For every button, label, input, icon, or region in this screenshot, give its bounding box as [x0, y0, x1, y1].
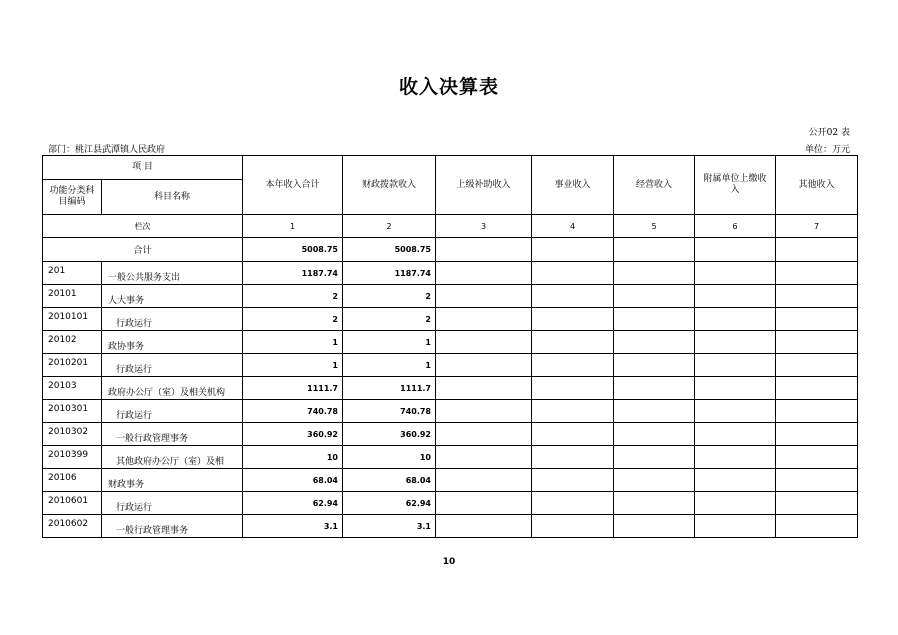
amount-cell: [695, 446, 776, 469]
amount-cell: [614, 308, 695, 331]
column-number-row: [43, 215, 858, 238]
amount-cell: [695, 423, 776, 446]
amount-cell: [532, 285, 614, 308]
amount-cell: [614, 262, 695, 285]
amount-cell: [776, 285, 858, 308]
column-header: 事业收入: [532, 156, 614, 215]
amount-cell: [532, 308, 614, 331]
column-header: 本年收入合计: [243, 156, 343, 215]
amount-cell: [776, 400, 858, 423]
function-code: 2010399: [43, 446, 102, 469]
amount-cell: [614, 331, 695, 354]
table-row: [43, 492, 858, 515]
amount-cell: [532, 262, 614, 285]
column-number: 7: [776, 215, 858, 238]
total-value: [436, 238, 532, 262]
amount-cell: [776, 423, 858, 446]
table-row: [43, 331, 858, 354]
total-row: [43, 238, 858, 262]
func-code-header: 功能分类科目编码: [43, 180, 102, 215]
table-row: [43, 354, 858, 377]
amount-cell: [532, 377, 614, 400]
table-row: [43, 423, 858, 446]
amount-cell: [436, 515, 532, 538]
column-number: 5: [614, 215, 695, 238]
table-row: [43, 446, 858, 469]
amount-cell: 1111.7: [343, 377, 436, 400]
total-value: [614, 238, 695, 262]
amount-cell: 1111.7: [243, 377, 343, 400]
column-number-label: 栏次: [43, 215, 243, 238]
amount-cell: 62.94: [343, 492, 436, 515]
amount-cell: [614, 285, 695, 308]
subject-name: 财政事务: [102, 469, 243, 492]
column-number: 2: [343, 215, 436, 238]
amount-cell: 360.92: [343, 423, 436, 446]
total-value: [695, 238, 776, 262]
amount-cell: [695, 469, 776, 492]
function-code: 20103: [43, 377, 102, 400]
column-header: 财政拨款收入: [343, 156, 436, 215]
amount-cell: [695, 354, 776, 377]
amount-cell: [776, 262, 858, 285]
unit-label: 单位：万元: [804, 145, 850, 155]
amount-cell: [532, 469, 614, 492]
amount-cell: 1: [243, 354, 343, 377]
subject-name: 行政运行: [102, 308, 243, 331]
table-row: [43, 262, 858, 285]
amount-cell: [776, 469, 858, 492]
function-code: 2010101: [43, 308, 102, 331]
amount-cell: [532, 446, 614, 469]
amount-cell: [532, 400, 614, 423]
amount-cell: [695, 262, 776, 285]
amount-cell: 1187.74: [343, 262, 436, 285]
amount-cell: 3.1: [243, 515, 343, 538]
amount-cell: 2: [243, 308, 343, 331]
amount-cell: [695, 331, 776, 354]
subject-name: 一般公共服务支出: [102, 262, 243, 285]
subject-name: 行政运行: [102, 400, 243, 423]
item-header: 项 目: [43, 156, 243, 180]
amount-cell: 10: [243, 446, 343, 469]
amount-cell: 62.94: [243, 492, 343, 515]
amount-cell: 740.78: [243, 400, 343, 423]
total-value: 5008.75: [243, 238, 343, 262]
subject-name: 人大事务: [102, 285, 243, 308]
function-code: 2010301: [43, 400, 102, 423]
amount-cell: [776, 331, 858, 354]
column-header: 上级补助收入: [436, 156, 532, 215]
function-code: 2010201: [43, 354, 102, 377]
amount-cell: [436, 331, 532, 354]
amount-cell: [532, 492, 614, 515]
amount-cell: [436, 262, 532, 285]
total-value: [776, 238, 858, 262]
function-code: 20101: [43, 285, 102, 308]
table-row: [43, 469, 858, 492]
amount-cell: 740.78: [343, 400, 436, 423]
amount-cell: [614, 423, 695, 446]
amount-cell: [436, 423, 532, 446]
function-code: 2010601: [43, 492, 102, 515]
amount-cell: 1: [343, 331, 436, 354]
column-header: 经营收入: [614, 156, 695, 215]
column-header: 附属单位上缴收入: [695, 156, 776, 215]
amount-cell: [436, 308, 532, 331]
amount-cell: [614, 400, 695, 423]
amount-cell: [695, 308, 776, 331]
amount-cell: [436, 469, 532, 492]
subject-name: 政协事务: [102, 331, 243, 354]
amount-cell: 1: [343, 354, 436, 377]
column-header: 其他收入: [776, 156, 858, 215]
column-number: 4: [532, 215, 614, 238]
amount-cell: 1: [243, 331, 343, 354]
amount-cell: 10: [343, 446, 436, 469]
form-number: 公开02 表: [808, 128, 850, 138]
amount-cell: 2: [343, 285, 436, 308]
amount-cell: [614, 515, 695, 538]
column-number: 3: [436, 215, 532, 238]
amount-cell: [614, 377, 695, 400]
column-number: 1: [243, 215, 343, 238]
amount-cell: 68.04: [343, 469, 436, 492]
amount-cell: [776, 515, 858, 538]
amount-cell: 2: [343, 308, 436, 331]
total-label: 合计: [43, 238, 243, 262]
amount-cell: [614, 469, 695, 492]
subject-name-header: 科目名称: [102, 180, 243, 215]
subject-name: 一般行政管理事务: [102, 515, 243, 538]
amount-cell: [436, 377, 532, 400]
table-row: [43, 377, 858, 400]
amount-cell: 68.04: [243, 469, 343, 492]
revenue-table: [42, 155, 858, 538]
total-value: 5008.75: [343, 238, 436, 262]
amount-cell: [695, 285, 776, 308]
function-code: 20106: [43, 469, 102, 492]
amount-cell: [436, 400, 532, 423]
function-code: 201: [43, 262, 102, 285]
amount-cell: [695, 515, 776, 538]
amount-cell: [532, 354, 614, 377]
amount-cell: [532, 423, 614, 446]
function-code: 2010302: [43, 423, 102, 446]
subject-name: 行政运行: [102, 354, 243, 377]
table-row: [43, 400, 858, 423]
amount-cell: 360.92: [243, 423, 343, 446]
function-code: 2010602: [43, 515, 102, 538]
amount-cell: [776, 308, 858, 331]
function-code: 20102: [43, 331, 102, 354]
amount-cell: [776, 377, 858, 400]
amount-cell: 2: [243, 285, 343, 308]
amount-cell: [776, 492, 858, 515]
amount-cell: [436, 446, 532, 469]
amount-cell: [695, 400, 776, 423]
amount-cell: [532, 331, 614, 354]
amount-cell: 3.1: [343, 515, 436, 538]
subject-name: 其他政府办公厅（室）及相: [102, 446, 243, 469]
amount-cell: [532, 515, 614, 538]
amount-cell: [436, 354, 532, 377]
amount-cell: [436, 285, 532, 308]
amount-cell: [614, 492, 695, 515]
subject-name: 一般行政管理事务: [102, 423, 243, 446]
amount-cell: [614, 446, 695, 469]
page-title: 收入决算表: [398, 76, 499, 98]
table-row: [43, 308, 858, 331]
department-label: 部门：桃江县武潭镇人民政府: [48, 145, 166, 155]
page-number: 10: [442, 557, 456, 567]
subject-name: 行政运行: [102, 492, 243, 515]
table-row: [43, 285, 858, 308]
table-row: [43, 515, 858, 538]
amount-cell: [695, 377, 776, 400]
amount-cell: [614, 354, 695, 377]
total-value: [532, 238, 614, 262]
column-number: 6: [695, 215, 776, 238]
amount-cell: [695, 492, 776, 515]
amount-cell: 1187.74: [243, 262, 343, 285]
amount-cell: [776, 446, 858, 469]
subject-name: 政府办公厅（室）及相关机构: [102, 377, 243, 400]
amount-cell: [776, 354, 858, 377]
amount-cell: [436, 492, 532, 515]
